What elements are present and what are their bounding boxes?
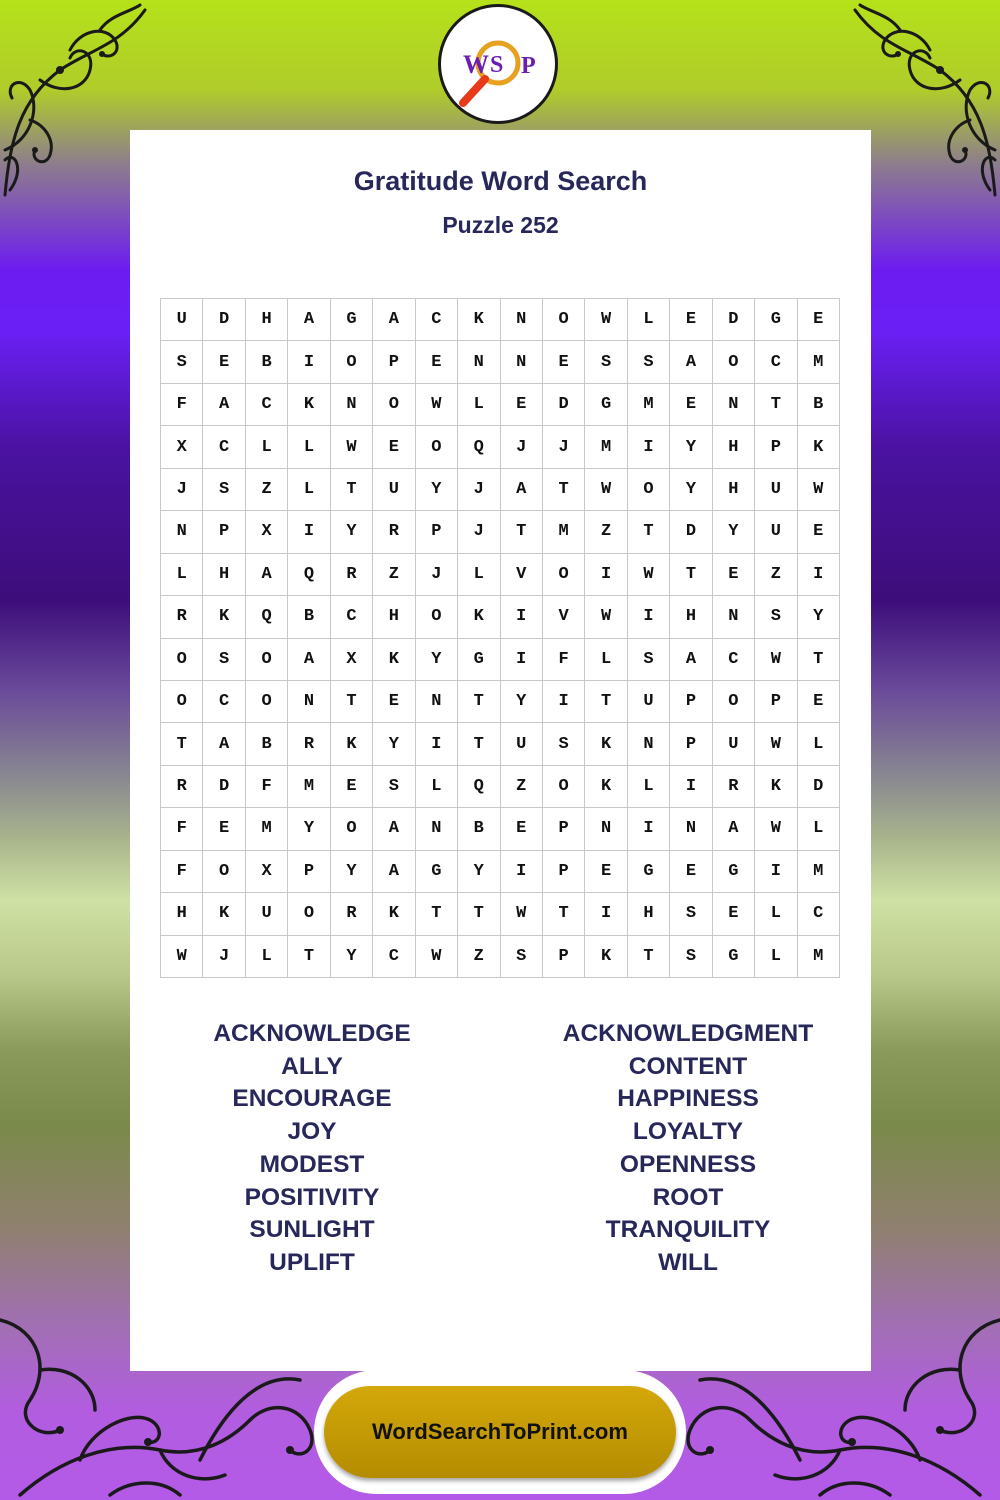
grid-cell[interactable]: E	[203, 341, 245, 383]
grid-cell[interactable]: E	[373, 426, 415, 468]
grid-cell[interactable]: S	[585, 341, 627, 383]
grid-cell[interactable]: Q	[458, 426, 500, 468]
grid-cell[interactable]: W	[416, 936, 458, 978]
grid-cell[interactable]: L	[798, 723, 840, 765]
grid-cell[interactable]: M	[585, 426, 627, 468]
word-list-item: JOY	[287, 1118, 337, 1146]
page-title: Gratitude Word Search	[353, 166, 648, 196]
grid-cell[interactable]: Y	[798, 596, 840, 638]
grid-cell[interactable]: O	[713, 341, 755, 383]
grid-cell[interactable]: K	[331, 723, 373, 765]
grid-cell[interactable]: G	[713, 851, 755, 893]
puzzle-card	[130, 130, 871, 1371]
grid-cell[interactable]: O	[331, 808, 373, 850]
grid-cell[interactable]: C	[798, 893, 840, 935]
grid-cell[interactable]: S	[670, 893, 712, 935]
grid-cell[interactable]: V	[501, 554, 543, 596]
grid-cell[interactable]: O	[628, 469, 670, 511]
grid-cell[interactable]: I	[628, 808, 670, 850]
grid-cell[interactable]: Y	[416, 469, 458, 511]
grid-cell[interactable]: N	[288, 681, 330, 723]
word-list-item: OPENNESS	[619, 1150, 757, 1178]
grid-cell[interactable]: W	[798, 469, 840, 511]
grid-cell[interactable]: A	[373, 851, 415, 893]
word-list-item: MODEST	[259, 1150, 365, 1178]
word-list-item: SUNLIGHT	[249, 1216, 375, 1244]
word-list-item: WILL	[658, 1248, 718, 1276]
grid-cell[interactable]: A	[713, 808, 755, 850]
grid-cell[interactable]: Y	[331, 511, 373, 553]
grid-cell[interactable]: U	[755, 469, 797, 511]
ornament-corner-icon	[850, 0, 1000, 200]
grid-cell[interactable]: S	[501, 936, 543, 978]
grid-cell[interactable]: T	[458, 681, 500, 723]
grid-cell[interactable]: L	[416, 766, 458, 808]
grid-cell[interactable]: K	[203, 596, 245, 638]
grid-cell[interactable]: Z	[585, 511, 627, 553]
grid-cell[interactable]: M	[246, 808, 288, 850]
grid-cell[interactable]: A	[203, 723, 245, 765]
grid-cell[interactable]: O	[246, 639, 288, 681]
grid-cell[interactable]: N	[501, 341, 543, 383]
grid-cell[interactable]: R	[288, 723, 330, 765]
grid-cell[interactable]: U	[246, 893, 288, 935]
grid-cell[interactable]: N	[458, 341, 500, 383]
grid-cell[interactable]: F	[161, 851, 203, 893]
grid-cell[interactable]: S	[203, 639, 245, 681]
puzzle-number: Puzzle 252	[442, 212, 559, 238]
grid-cell[interactable]: B	[246, 341, 288, 383]
grid-cell[interactable]: O	[331, 341, 373, 383]
grid-cell[interactable]: D	[798, 766, 840, 808]
grid-cell[interactable]: T	[543, 893, 585, 935]
grid-cell[interactable]: X	[246, 851, 288, 893]
grid-cell[interactable]: T	[161, 723, 203, 765]
grid-cell[interactable]: I	[543, 681, 585, 723]
grid-cell[interactable]: J	[203, 936, 245, 978]
grid-cell[interactable]: X	[331, 639, 373, 681]
grid-cell[interactable]: T	[628, 511, 670, 553]
grid-cell[interactable]: E	[670, 851, 712, 893]
grid-cell[interactable]: W	[755, 723, 797, 765]
grid-cell[interactable]: I	[288, 341, 330, 383]
grid-cell[interactable]: S	[628, 639, 670, 681]
grid-cell[interactable]: W	[755, 639, 797, 681]
grid-cell[interactable]: M	[798, 851, 840, 893]
grid-cell[interactable]: Z	[755, 554, 797, 596]
grid-cell[interactable]: L	[755, 893, 797, 935]
grid-cell[interactable]: B	[798, 384, 840, 426]
grid-cell[interactable]: W	[585, 596, 627, 638]
grid-cell[interactable]: T	[501, 511, 543, 553]
grid-cell[interactable]: K	[458, 596, 500, 638]
grid-cell[interactable]: S	[670, 936, 712, 978]
word-list-item: ALLY	[281, 1052, 343, 1080]
grid-cell[interactable]: L	[628, 766, 670, 808]
word-list-item: ROOT	[652, 1183, 724, 1211]
grid-cell[interactable]: T	[416, 893, 458, 935]
grid-cell[interactable]: N	[670, 808, 712, 850]
grid-cell[interactable]: F	[246, 766, 288, 808]
grid-cell[interactable]: U	[713, 723, 755, 765]
grid-cell[interactable]: S	[755, 596, 797, 638]
grid-cell[interactable]: I	[501, 851, 543, 893]
grid-cell[interactable]: O	[246, 681, 288, 723]
grid-cell[interactable]: C	[246, 384, 288, 426]
grid-cell[interactable]: P	[755, 426, 797, 468]
grid-cell[interactable]: E	[713, 893, 755, 935]
grid-cell[interactable]: E	[203, 808, 245, 850]
grid-cell[interactable]: M	[798, 936, 840, 978]
grid-cell[interactable]: N	[713, 596, 755, 638]
grid-cell[interactable]: K	[585, 723, 627, 765]
grid-cell[interactable]: E	[585, 851, 627, 893]
grid-cell[interactable]: T	[458, 893, 500, 935]
grid-cell[interactable]: R	[713, 766, 755, 808]
grid-cell[interactable]: O	[161, 681, 203, 723]
grid-cell[interactable]: A	[373, 808, 415, 850]
grid-cell[interactable]: M	[288, 766, 330, 808]
grid-cell[interactable]: G	[458, 639, 500, 681]
grid-cell[interactable]: W	[501, 893, 543, 935]
logo-letter-p: P	[521, 53, 536, 79]
grid-cell[interactable]: R	[161, 766, 203, 808]
grid-cell[interactable]: P	[288, 851, 330, 893]
letter-grid	[160, 298, 840, 978]
grid-cell[interactable]: C	[331, 596, 373, 638]
grid-cell[interactable]: O	[543, 766, 585, 808]
grid-cell[interactable]: P	[416, 511, 458, 553]
grid-cell[interactable]: D	[203, 299, 245, 341]
grid-cell[interactable]: P	[203, 511, 245, 553]
word-list-item: CONTENT	[628, 1052, 748, 1080]
grid-cell[interactable]: S	[203, 469, 245, 511]
grid-cell[interactable]: E	[501, 808, 543, 850]
grid-cell[interactable]: W	[755, 808, 797, 850]
word-list-item: ACKNOWLEDGE	[213, 1020, 411, 1047]
grid-cell[interactable]: A	[670, 341, 712, 383]
logo-letter-s: S	[490, 52, 504, 78]
grid-cell[interactable]: D	[713, 299, 755, 341]
grid-cell[interactable]: E	[798, 511, 840, 553]
grid-cell[interactable]: A	[288, 299, 330, 341]
grid-cell[interactable]: K	[373, 639, 415, 681]
grid-cell[interactable]: T	[331, 469, 373, 511]
grid-cell[interactable]: O	[288, 893, 330, 935]
grid-cell[interactable]: O	[161, 639, 203, 681]
word-list-item: ACKNOWLEDGMENT	[562, 1020, 814, 1047]
grid-cell[interactable]: Y	[288, 808, 330, 850]
grid-cell[interactable]: P	[373, 341, 415, 383]
grid-cell[interactable]: N	[416, 681, 458, 723]
grid-cell[interactable]: L	[458, 554, 500, 596]
grid-cell[interactable]: L	[288, 469, 330, 511]
grid-cell[interactable]: N	[628, 723, 670, 765]
grid-cell[interactable]: N	[331, 384, 373, 426]
grid-cell[interactable]: E	[543, 341, 585, 383]
grid-cell[interactable]: I	[288, 511, 330, 553]
magnifier-icon	[441, 7, 555, 121]
grid-cell[interactable]: Y	[331, 936, 373, 978]
grid-cell[interactable]: Z	[458, 936, 500, 978]
grid-cell[interactable]: I	[798, 554, 840, 596]
grid-cell[interactable]: J	[458, 469, 500, 511]
grid-cell[interactable]: A	[373, 299, 415, 341]
grid-cell[interactable]: W	[331, 426, 373, 468]
grid-cell[interactable]: N	[501, 299, 543, 341]
grid-cell[interactable]: E	[416, 341, 458, 383]
grid-cell[interactable]: E	[798, 299, 840, 341]
grid-cell[interactable]: U	[755, 511, 797, 553]
word-list-item: ENCOURAGE	[232, 1085, 392, 1113]
grid-cell[interactable]: B	[246, 723, 288, 765]
grid-cell[interactable]: E	[501, 384, 543, 426]
grid-cell[interactable]: K	[585, 936, 627, 978]
grid-cell[interactable]: O	[713, 681, 755, 723]
grid-cell[interactable]: Z	[501, 766, 543, 808]
grid-cell[interactable]: T	[755, 384, 797, 426]
grid-cell[interactable]: L	[755, 936, 797, 978]
grid-cell[interactable]: A	[246, 554, 288, 596]
grid-cell[interactable]: H	[670, 596, 712, 638]
grid-cell[interactable]: Y	[670, 426, 712, 468]
grid-cell[interactable]: O	[416, 596, 458, 638]
grid-cell[interactable]: E	[798, 681, 840, 723]
grid-cell[interactable]: E	[331, 766, 373, 808]
grid-cell[interactable]: H	[713, 469, 755, 511]
grid-cell[interactable]: I	[628, 596, 670, 638]
grid-cell[interactable]: L	[246, 936, 288, 978]
grid-cell[interactable]: B	[458, 808, 500, 850]
grid-cell[interactable]: T	[628, 936, 670, 978]
grid-cell[interactable]: T	[331, 681, 373, 723]
grid-cell[interactable]: A	[670, 639, 712, 681]
grid-cell[interactable]: T	[288, 936, 330, 978]
grid-cell[interactable]: X	[246, 511, 288, 553]
grid-cell[interactable]: E	[373, 681, 415, 723]
grid-cell[interactable]: I	[628, 426, 670, 468]
grid-cell[interactable]: K	[585, 766, 627, 808]
grid-cell[interactable]: P	[543, 936, 585, 978]
grid-cell[interactable]: N	[585, 808, 627, 850]
grid-cell[interactable]: L	[161, 554, 203, 596]
grid-cell[interactable]: N	[713, 384, 755, 426]
grid-cell[interactable]: T	[585, 681, 627, 723]
grid-cell[interactable]: C	[713, 639, 755, 681]
grid-cell[interactable]: C	[755, 341, 797, 383]
grid-cell[interactable]: P	[755, 681, 797, 723]
word-list-item: TRANQUILITY	[605, 1216, 771, 1244]
grid-cell[interactable]: J	[416, 554, 458, 596]
grid-cell[interactable]: L	[798, 808, 840, 850]
word-list-item: POSITIVITY	[244, 1183, 380, 1211]
grid-cell[interactable]: P	[543, 851, 585, 893]
grid-cell[interactable]: K	[288, 384, 330, 426]
grid-cell[interactable]: Y	[670, 469, 712, 511]
grid-cell[interactable]: A	[501, 469, 543, 511]
grid-cell[interactable]: R	[331, 554, 373, 596]
grid-cell[interactable]: Y	[713, 511, 755, 553]
grid-cell[interactable]: N	[161, 511, 203, 553]
grid-cell[interactable]: R	[331, 893, 373, 935]
grid-cell[interactable]: E	[713, 554, 755, 596]
grid-cell[interactable]: Y	[416, 639, 458, 681]
grid-cell[interactable]: C	[203, 681, 245, 723]
grid-cell[interactable]: S	[628, 341, 670, 383]
grid-cell[interactable]: J	[501, 426, 543, 468]
word-list-item: LOYALTY	[632, 1118, 744, 1146]
word-list-item: HAPPINESS	[617, 1085, 759, 1113]
grid-cell[interactable]: Z	[373, 554, 415, 596]
word-list-item: UPLIFT	[269, 1248, 355, 1276]
grid-cell[interactable]: L	[288, 426, 330, 468]
grid-cell[interactable]: T	[543, 469, 585, 511]
grid-cell[interactable]: G	[713, 936, 755, 978]
grid-cell[interactable]: R	[373, 511, 415, 553]
grid-cell[interactable]: O	[416, 426, 458, 468]
grid-cell[interactable]: C	[203, 426, 245, 468]
grid-cell[interactable]: D	[670, 511, 712, 553]
grid-cell[interactable]: O	[543, 554, 585, 596]
grid-cell[interactable]: K	[203, 893, 245, 935]
grid-cell[interactable]: F	[161, 384, 203, 426]
grid-cell[interactable]: P	[670, 723, 712, 765]
grid-cell[interactable]: P	[543, 808, 585, 850]
grid-cell[interactable]: S	[161, 341, 203, 383]
grid-cell[interactable]: D	[543, 384, 585, 426]
grid-cell[interactable]: L	[585, 639, 627, 681]
grid-cell[interactable]: K	[798, 426, 840, 468]
grid-cell[interactable]: I	[755, 851, 797, 893]
grid-cell[interactable]: Q	[288, 554, 330, 596]
grid-cell[interactable]: L	[246, 426, 288, 468]
grid-cell[interactable]: R	[161, 596, 203, 638]
grid-cell[interactable]: Y	[458, 851, 500, 893]
grid-cell[interactable]: Z	[246, 469, 288, 511]
grid-cell[interactable]: H	[713, 426, 755, 468]
grid-cell[interactable]: H	[373, 596, 415, 638]
grid-cell[interactable]: U	[501, 723, 543, 765]
grid-cell[interactable]: G	[755, 299, 797, 341]
grid-cell[interactable]: I	[670, 766, 712, 808]
grid-cell[interactable]: Y	[501, 681, 543, 723]
grid-cell[interactable]: T	[798, 639, 840, 681]
grid-cell[interactable]: W	[585, 299, 627, 341]
grid-cell[interactable]: H	[203, 554, 245, 596]
grid-cell[interactable]: W	[416, 384, 458, 426]
grid-cell[interactable]: X	[161, 426, 203, 468]
grid-cell[interactable]: N	[416, 808, 458, 850]
grid-cell[interactable]: S	[543, 723, 585, 765]
grid-cell[interactable]: K	[373, 893, 415, 935]
grid-cell[interactable]: H	[161, 893, 203, 935]
grid-cell[interactable]: C	[373, 936, 415, 978]
ornament-corner-icon	[0, 0, 150, 200]
grid-cell[interactable]: B	[288, 596, 330, 638]
grid-cell[interactable]: A	[288, 639, 330, 681]
grid-cell[interactable]: P	[670, 681, 712, 723]
grid-cell[interactable]: U	[628, 681, 670, 723]
grid-cell[interactable]: V	[543, 596, 585, 638]
grid-cell[interactable]: M	[628, 384, 670, 426]
grid-cell[interactable]: C	[416, 299, 458, 341]
grid-cell[interactable]: I	[585, 554, 627, 596]
grid-cell[interactable]: A	[203, 384, 245, 426]
grid-cell[interactable]: M	[798, 341, 840, 383]
grid-cell[interactable]: F	[161, 808, 203, 850]
grid-cell[interactable]: G	[416, 851, 458, 893]
grid-cell[interactable]: D	[203, 766, 245, 808]
grid-cell[interactable]: F	[543, 639, 585, 681]
grid-cell[interactable]: L	[628, 299, 670, 341]
grid-cell[interactable]: H	[628, 893, 670, 935]
grid-cell[interactable]: T	[670, 554, 712, 596]
grid-cell[interactable]: Y	[331, 851, 373, 893]
grid-cell[interactable]: O	[543, 299, 585, 341]
grid-cell[interactable]: Y	[373, 723, 415, 765]
grid-cell[interactable]: L	[458, 384, 500, 426]
website-link-button[interactable]: WordSearchToPrint.com	[324, 1386, 676, 1478]
grid-cell[interactable]: G	[628, 851, 670, 893]
grid-cell[interactable]: U	[373, 469, 415, 511]
grid-cell[interactable]: I	[501, 639, 543, 681]
grid-cell[interactable]: E	[670, 384, 712, 426]
grid-cell[interactable]: J	[458, 511, 500, 553]
logo-letter-w: W	[463, 50, 489, 79]
grid-cell[interactable]: I	[585, 893, 627, 935]
grid-cell[interactable]: Q	[458, 766, 500, 808]
grid-cell[interactable]: W	[161, 936, 203, 978]
grid-cell[interactable]: G	[585, 384, 627, 426]
grid-cell[interactable]: J	[161, 469, 203, 511]
word-list-left	[182, 1018, 442, 1280]
grid-cell[interactable]: O	[203, 851, 245, 893]
grid-cell[interactable]: G	[331, 299, 373, 341]
word-list-right	[538, 1018, 838, 1280]
grid-cell[interactable]: W	[628, 554, 670, 596]
site-logo[interactable]	[438, 4, 558, 124]
grid-cell[interactable]: M	[543, 511, 585, 553]
grid-cell[interactable]: O	[373, 384, 415, 426]
grid-cell[interactable]: H	[246, 299, 288, 341]
grid-cell[interactable]: E	[670, 299, 712, 341]
grid-cell[interactable]: Q	[246, 596, 288, 638]
grid-cell[interactable]: K	[755, 766, 797, 808]
grid-cell[interactable]: K	[458, 299, 500, 341]
grid-cell[interactable]: W	[585, 469, 627, 511]
grid-cell[interactable]: J	[543, 426, 585, 468]
grid-cell[interactable]: I	[501, 596, 543, 638]
grid-cell[interactable]: S	[373, 766, 415, 808]
grid-cell[interactable]: I	[416, 723, 458, 765]
grid-cell[interactable]: U	[161, 299, 203, 341]
grid-cell[interactable]: T	[458, 723, 500, 765]
